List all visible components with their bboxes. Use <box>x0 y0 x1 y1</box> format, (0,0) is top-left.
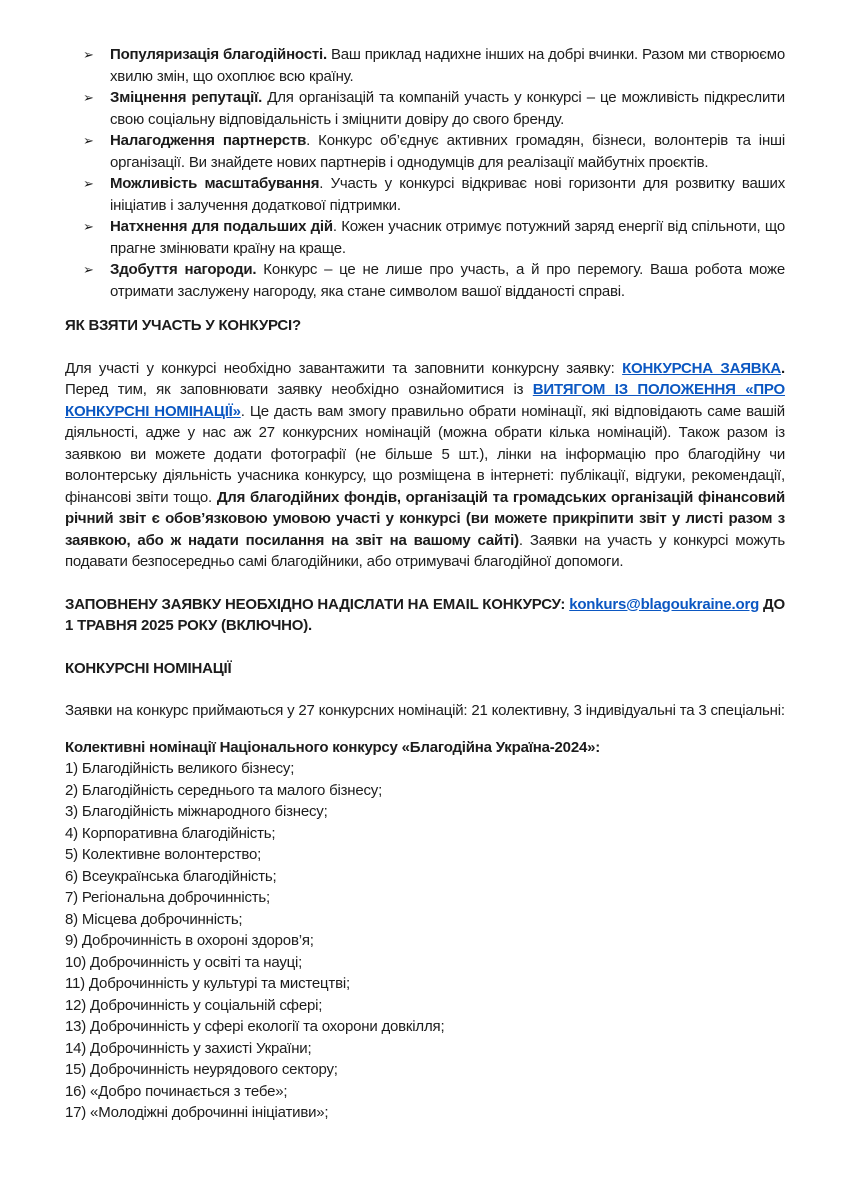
text-run: Перед тим, як заповнювати заявку необхідно ознайомитися із <box>65 381 533 398</box>
benefit-title: Натхнення для подальших дій <box>110 218 333 235</box>
how-to-heading: ЯК ВЗЯТИ УЧАСТЬ У КОНКУРСІ? <box>65 317 301 334</box>
benefit-text: . Конкурс об’єднує активних громадян, бізнеси, волонтерів та інші організації. Ви знайдете нових партнерів і однодумців для реалізації майбутніх проєктів. <box>110 132 785 171</box>
benefit-item <box>65 44 785 87</box>
nomination-item: 10) Доброчинність у освіті та науці; <box>65 953 303 971</box>
benefit-text: Для організацій та компаній участь у конкурсі – це можливість підкреслити свою соціальну відповідальність і зміцнити довіру до свого бренду. <box>110 89 785 128</box>
application-form-link[interactable]: КОНКУРСНА ЗАЯВКА <box>622 359 782 377</box>
arrow-bullet-icon: ➢ <box>83 47 94 62</box>
nomination-item: 6) Всеукраїнська благодійність; <box>65 867 277 885</box>
nomination-item: 8) Місцева доброчинність; <box>65 910 243 928</box>
benefit-title: Налагодження партнерств <box>110 132 307 149</box>
benefit-title: Здобуття нагороди. <box>110 261 257 278</box>
regulations-extract-link[interactable]: ВИТЯГОМ ІЗ ПОЛОЖЕННЯ «ПРО КОНКУРСНІ НОМІНАЦІЇ» <box>65 381 786 420</box>
benefit-title: Популяризація благодійності. <box>110 46 327 63</box>
benefit-item <box>65 87 785 130</box>
benefit-item <box>65 259 785 302</box>
benefits-list <box>65 44 785 302</box>
arrow-bullet-icon: ➢ <box>83 262 94 277</box>
text-run: . Заявки на участь у конкурсі можуть подавати безпосередньо самі благодійники, або отримувачі благодійної допомоги. <box>65 531 785 570</box>
benefit-item <box>65 173 785 216</box>
text-run: Для участі у конкурсі необхідно завантажити та заповнити конкурсну заявку: <box>65 359 623 377</box>
text-run: . Це дасть вам змогу правильно обрати номінації, які відповідають саме вашій діяльності, адже у нас аж 27 конкурсних номінацій (можна обрати кілька номінацій). Також разом із заявкою ви можете додати фотографії (не більше 5 шт.), лінки на інформацію про благодійну чи волонтерську діяльність учасника конкурсу, що розміщена в інтернеті: публікації, відгуки, рекомендації, фінансові звіти тощо. <box>65 402 785 506</box>
benefit-text: Конкурс – це не лише про участь, а й про перемогу. Ваша робота може отримати заслужену нагороду, яка стане символом вашої відданості справі. <box>110 261 785 300</box>
nominations-heading: КОНКУРСНІ НОМІНАЦІЇ <box>65 659 232 677</box>
nomination-item: 17) «Молодіжні доброчинні ініціативи»; <box>65 1104 329 1121</box>
nomination-item: 1) Благодійність великого бізнесу; <box>65 760 295 777</box>
submission-paragraph <box>65 594 785 637</box>
nomination-item: 12) Доброчинність у соціальній сфері; <box>65 996 323 1014</box>
text-run: . <box>781 359 785 377</box>
arrow-bullet-icon: ➢ <box>83 219 94 234</box>
benefit-item <box>65 130 785 173</box>
benefit-item <box>65 216 785 259</box>
nomination-item: 5) Колективне волонтерство; <box>65 846 262 863</box>
arrow-bullet-icon: ➢ <box>83 133 94 148</box>
nomination-item: 2) Благодійність середнього та малого бізнесу; <box>65 781 383 799</box>
nomination-item: 9) Доброчинність в охороні здоров’я; <box>65 932 314 949</box>
nomination-item: 16) «Добро починається з тебе»; <box>65 1082 288 1100</box>
arrow-bullet-icon: ➢ <box>83 176 94 191</box>
nomination-item: 11) Доброчинність у культурі та мистецтві; <box>65 975 350 992</box>
text-run: ДО 1 ТРАВНЯ 2025 РОКУ (ВКЛЮЧНО). <box>65 595 786 634</box>
nomination-item: 15) Доброчинність неурядового сектору; <box>65 1061 338 1078</box>
benefit-title: Можливість масштабування <box>110 175 320 192</box>
nomination-item: 3) Благодійність міжнародного бізнесу; <box>65 803 328 820</box>
nomination-item: 14) Доброчинність у захисті України; <box>65 1039 312 1057</box>
text-run: ЗАПОВНЕНУ ЗАЯВКУ НЕОБХІДНО НАДІСЛАТИ НА EMAIL КОНКУРСУ: <box>65 595 570 613</box>
contest-email-link[interactable]: konkurs@blagoukraine.org <box>569 595 760 613</box>
text-run: Для благодійних фондів, організацій та громадських організацій фінансовий річний звіт є обов’язковою умовою участі у конкурсі (ви можете прикріпити звіт у листі разом з заявкою, або ж надати посилання на звіт на вашому сайті) <box>65 488 785 549</box>
arrow-bullet-icon: ➢ <box>83 90 94 105</box>
benefit-text: Ваш приклад надихне інших на добрі вчинки. Разом ми створюємо хвилю змін, що охоплює всю країну. <box>110 46 785 85</box>
nomination-item: 7) Регіональна доброчинність; <box>65 889 271 906</box>
nominations-intro: Заявки на конкурс приймаються у 27 конкурсних номінацій: 21 колективну, 3 індивідуальні та 3 спеціальні: <box>65 702 785 719</box>
how-to-paragraph <box>65 358 785 573</box>
collective-nominations-heading: Колективні номінації Національного конкурсу «Благодійна Україна-2024»: <box>65 738 601 756</box>
benefit-title: Зміцнення репутації. <box>110 89 263 106</box>
collective-list <box>65 758 785 1124</box>
nomination-item: 13) Доброчинність у сфері екології та охорони довкілля; <box>65 1018 445 1035</box>
benefit-text: . Участь у конкурсі відкриває нові горизонти для розвитку ваших ініціатив і залучення додаткової підтримки. <box>110 175 785 214</box>
nomination-item: 4) Корпоративна благодійність; <box>65 824 276 842</box>
benefit-text: . Кожен учасник отримує потужний заряд енергії від спільноти, що прагне змінювати країну на краще. <box>110 218 785 257</box>
